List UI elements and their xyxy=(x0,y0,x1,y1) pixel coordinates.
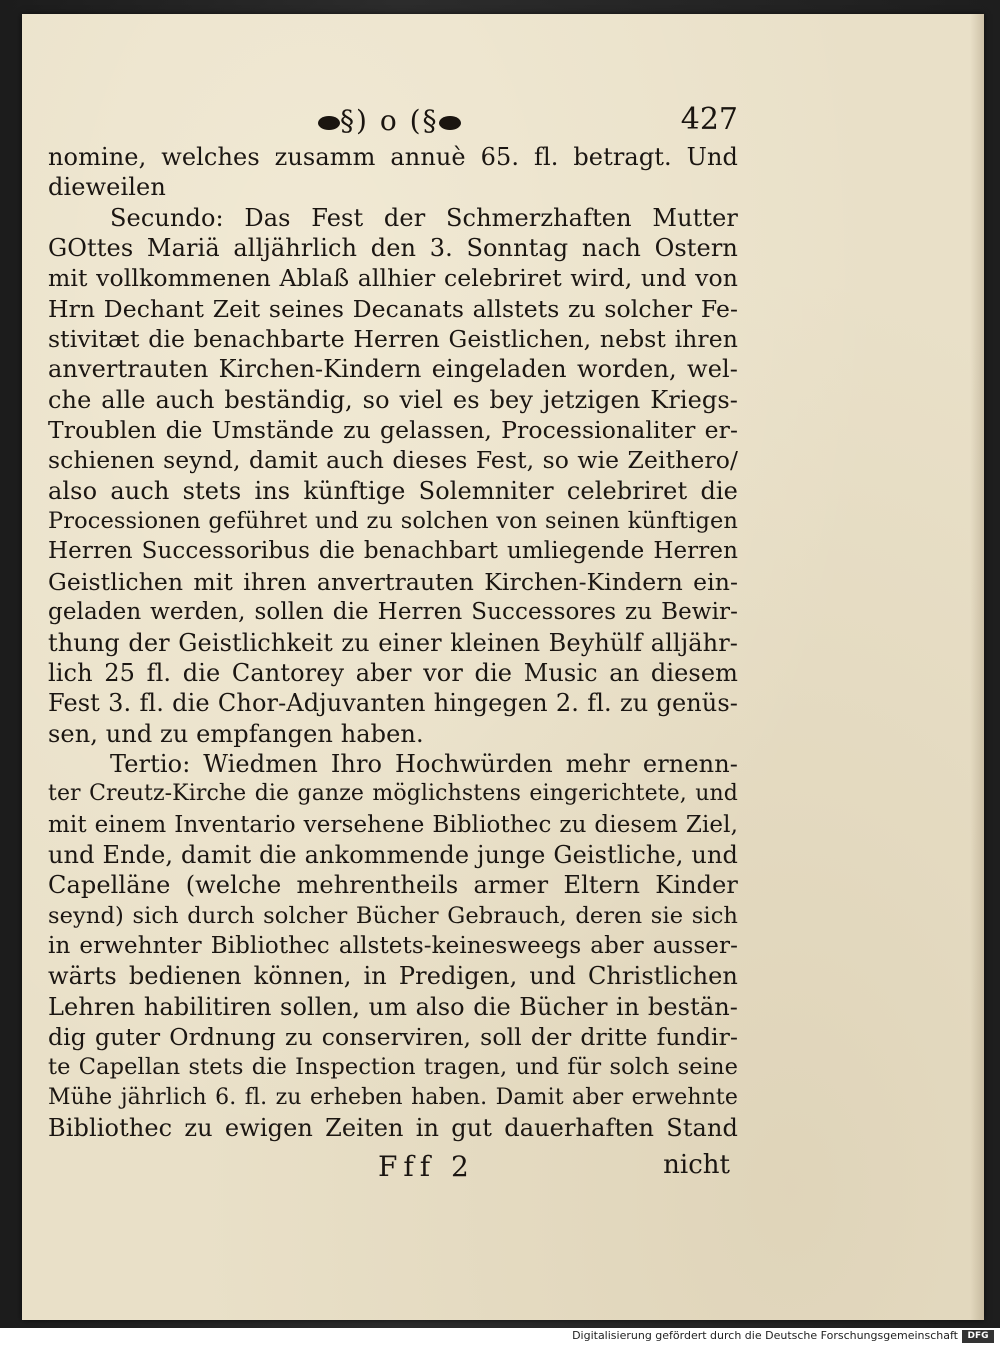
text-line-27: in erwehnter Bibliothec allstets-keinesweegs aber ausser- xyxy=(48,932,738,959)
text-line-19: Fest 3. fl. die Chor-Adjuvanten hingegen 2. fl. zu genüs- xyxy=(48,689,738,718)
page-footer xyxy=(48,1150,738,1190)
text-line-20: sen, und zu empfangen haben. xyxy=(48,719,424,748)
header-ornament xyxy=(318,104,461,137)
text-line-14: Herren Successoribus die benachbart umliegende Herren xyxy=(48,538,738,565)
text-line-17: thung der Geistlichkeit zu einer kleinen Beyhülf alljähr- xyxy=(48,628,738,657)
text-line-6: Hrn Dechant Zeit seines Decanats allstets zu solcher Fe- xyxy=(48,294,738,323)
text-line-22: ter Creutz-Kirche die ganze möglichstens eingerichtete, und xyxy=(48,781,738,807)
text-line-16: geladen werden, sollen die Herren Successores zu Bewir- xyxy=(48,599,738,626)
page-header xyxy=(48,100,738,140)
text-line-28: wärts bedienen können, in Predigen, und Christlichen xyxy=(48,962,738,991)
catchword: nicht xyxy=(663,1150,730,1180)
text-line-7: stivitæt die benachbarte Herren Geistlichen, nebst ihren xyxy=(48,325,738,354)
text-line-21: Tertio: Wiedmen Ihro Hochwürden mehr ernenn- xyxy=(110,749,738,778)
signature-mark: Fff 2 xyxy=(378,1150,475,1183)
text-line-2: dieweilen xyxy=(48,173,166,202)
text-line-1: nomine, welches zusamm annuè 65. fl. betragt. Und xyxy=(48,143,738,171)
text-line-23: mit einem Inventario versehene Bibliothec zu diesem Ziel, xyxy=(48,811,738,838)
text-line-5: mit vollkommenen Ablaß allhier celebriret wird, und von xyxy=(48,264,738,293)
text-line-18: lich 25 fl. die Cantorey aber vor die Music an diesem xyxy=(48,658,738,687)
text-line-33: Bibliothec zu ewigen Zeiten in gut dauerhaften Stand xyxy=(48,1114,738,1142)
credit-bar xyxy=(0,1328,1000,1345)
text-line-12: also auch stets ins künftige Solemniter celebriret die xyxy=(48,476,738,505)
text-line-3: Secundo: Das Fest der Schmerzhaften Mutter xyxy=(110,203,738,232)
ornament-text: §) o (§ xyxy=(340,104,439,137)
text-line-10: Troublen die Umstände zu gelassen, Processionaliter er- xyxy=(48,416,738,445)
text-line-25: Capelläne (welche mehrentheils armer Eltern Kinder xyxy=(48,871,738,900)
credit-text: Digitalisierung gefördert durch die Deutsche Forschungsgemeinschaft xyxy=(572,1329,958,1342)
page-number: 427 xyxy=(680,102,738,137)
text-line-30: dig guter Ordnung zu conserviren, soll der dritte fundir- xyxy=(48,1022,738,1051)
text-line-15: Geistlichen mit ihren anvertrauten Kirchen-Kindern ein- xyxy=(48,567,738,596)
ornament-right-icon xyxy=(439,116,461,130)
page-edge-shadow xyxy=(970,14,984,1320)
text-line-8: anvertrauten Kirchen-Kindern eingeladen worden, wel- xyxy=(48,355,738,384)
text-line-9: che alle auch beständig, so viel es bey jetzigen Kriegs- xyxy=(48,385,738,414)
text-line-31: te Capellan stets die Inspection tragen, und für solch seine xyxy=(48,1054,738,1081)
text-line-24: und Ende, damit die ankommende junge Geistliche, und xyxy=(48,840,738,869)
text-line-11: schienen seynd, damit auch dieses Fest, so wie Zeithero/ xyxy=(48,446,738,475)
text-line-13: Processionen geführet und zu solchen von seinen künftigen xyxy=(48,508,738,535)
text-line-4: GOttes Mariä alljährlich den 3. Sonntag nach Ostern xyxy=(48,234,738,263)
text-line-26: seynd) sich durch solcher Bücher Gebrauch, deren sie sich xyxy=(48,902,738,929)
body-text xyxy=(48,142,738,1143)
dfg-logo-icon: DFG xyxy=(962,1330,994,1343)
text-line-32: Mühe jährlich 6. fl. zu erheben haben. Damit aber erwehnte xyxy=(48,1084,738,1110)
text-line-29: Lehren habilitiren sollen, um also die Bücher in bestän- xyxy=(48,992,738,1021)
ornament-left-icon xyxy=(318,116,340,130)
